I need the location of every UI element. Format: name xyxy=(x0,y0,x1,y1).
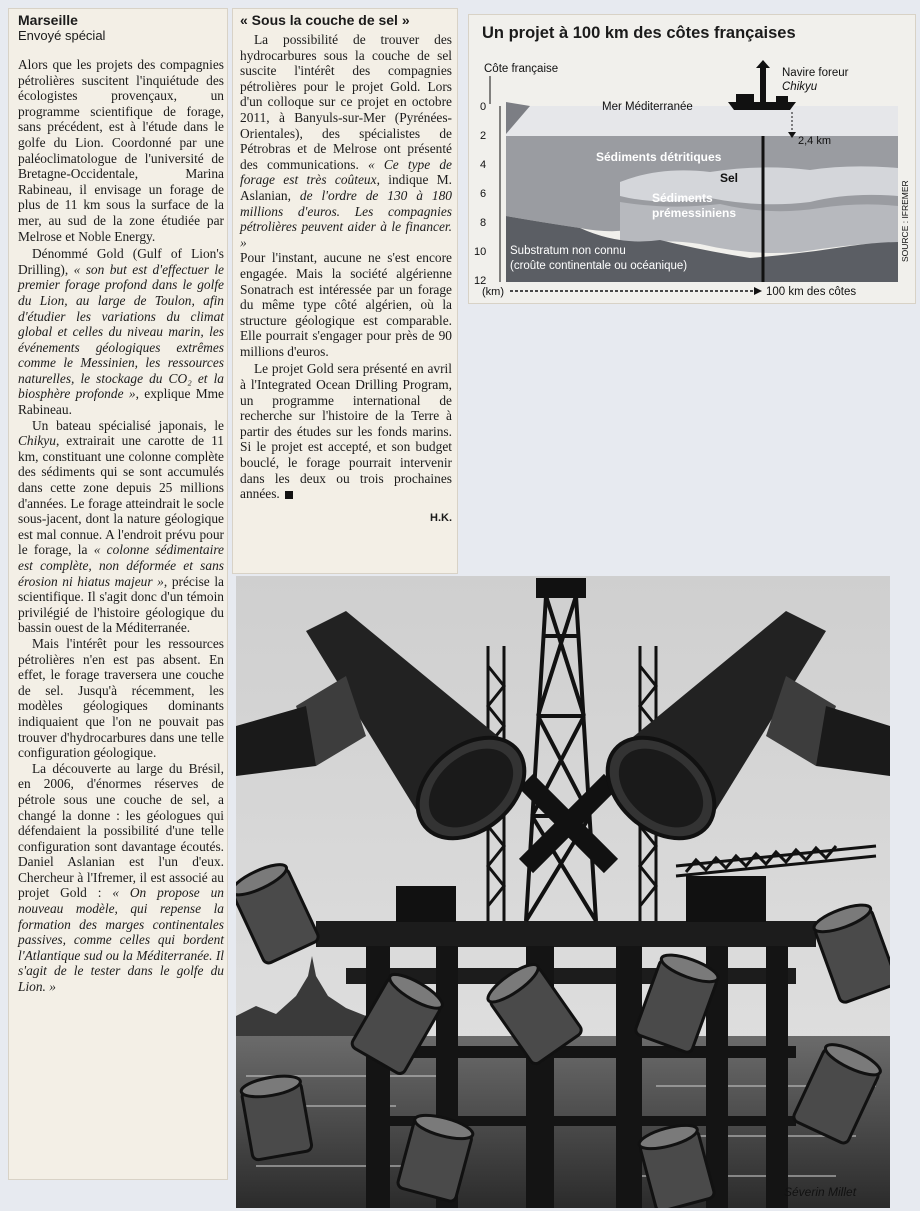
para-2-intro: Dénommé Gold (Gulf of Lion's Drilling), xyxy=(18,246,224,277)
distance-arrow-head xyxy=(754,287,762,295)
depth-axis-ticks xyxy=(474,101,486,287)
infographic-title: Un projet à 100 km des côtes françaises xyxy=(482,24,796,42)
ship-name: Chikyu xyxy=(18,433,56,449)
sea-area xyxy=(506,106,898,136)
substratum-label-1: Substratum non connu xyxy=(510,245,626,257)
author-signature: H.K. xyxy=(430,511,452,524)
article-paragraph-5 xyxy=(18,761,224,995)
layer-premessinian-label-1: Sédiments xyxy=(652,191,713,205)
para-2-attribution: , explique Mme Rabineau. xyxy=(18,386,225,418)
section-heading: « Sous la couche de sel » xyxy=(240,12,410,28)
colb-paragraph-2: Pour l'instant, aucune ne s'est encore engagée. Mais la société algérienne Sonatrach est intéressée par un forage du même type côté algérien, où la structure géologique est comparable. Elle pourrait s'engager pour près de 90 millions d'euros. xyxy=(240,250,452,359)
depth-tick-10: 10 xyxy=(474,246,487,258)
oil-rig-illustration xyxy=(236,576,890,1208)
ship-label: Navire foreur xyxy=(782,67,849,79)
geology-cross-section xyxy=(470,46,914,302)
para-3-end: , précise la scientifique. Il s'agit donc d'un témoin privilégié de l'histoire géologique du bassin ouest de la Méditerranée. xyxy=(18,573,225,636)
article-paragraph-4: Mais l'intérêt pour les ressources pétrolières n'en est pas absent. En effet, le forage traversera une couche de sel. Jusqu'à récemment, les modèles géologiques dominants indiquaient que l'on ne pouvait pas trouver d'hydrocarbures dans une telle configuration géologique. xyxy=(18,635,224,761)
depth-tick-0: 0 xyxy=(480,101,487,113)
source-credit: SOURCE : IFREMER xyxy=(900,180,910,262)
depth-tick-2: 2 xyxy=(480,130,487,142)
colb-p1-quote-a: « Ce type de forage est très coûteux xyxy=(240,156,452,188)
layer-premessinian-label-2: prémessiniens xyxy=(652,206,737,220)
depth-tick-4: 4 xyxy=(480,159,487,171)
depth-tick-8: 8 xyxy=(480,217,487,229)
para-3-quote: « colonne sédimentaire est complète, non déformée et sans érosion ni hiatus majeur » xyxy=(18,542,225,589)
colb-p3-text: Le projet Gold sera présenté en avril à l'Integrated Ocean Drilling Program, un programme international de recherche sur l'histoire de la Terre à partir des études sur les fonds marins. Si le projet est accepté, et son budget bouclé, le forage pourrait intervenir dans les deux ou trois prochaines années. xyxy=(240,361,452,502)
colb-p1-attribution: , indique M. Aslanian, xyxy=(240,172,452,203)
coast-label: Côte française xyxy=(484,63,559,75)
dateline-city: Marseille xyxy=(18,12,78,28)
layer-detrital-label: Sédiments détritiques xyxy=(596,150,722,164)
ship-name-label: Chikyu xyxy=(782,81,818,93)
distance-label: 100 km des côtes xyxy=(766,286,857,298)
byline: Envoyé spécial xyxy=(18,28,106,43)
article-paragraph-1: Alors que les projets des compagnies pétrolières suscitent l'inquiétude des écologistes provençaux, un programme scientifique de forage, sans précédent, est à l'étude dans le golfe du Lion. Coordonné par une paléoclimatologue de l'université de Bretagne-Occidentale, Marina Rabineau, il envisage un forage de plus de 11 km sous la surface de la mer, au sud de la zone étudiée par Melrose et Noble Energy. xyxy=(18,57,224,244)
para-3-start: Un bateau spécialisé japonais, le xyxy=(32,417,224,433)
illustrator-signature: Séverin Millet xyxy=(784,1185,857,1199)
depth-label: 2,4 km xyxy=(798,135,832,147)
colb-p1-quote-b: de l'ordre de 130 à 180 millions d'euros. Les compagnies pétrolières peuvent aider à le financer. » xyxy=(240,187,452,250)
para-5-quote: « On propose un nouveau modèle, qui repense la formation des marges continentales passives, comme celles qui bordent l'Atlantique sud ou la Méditerranée. Il s'agit de le tester dans le golfe du Lion. » xyxy=(18,885,224,995)
platform-crossbeam xyxy=(366,1046,796,1058)
unit-label: (km) xyxy=(482,286,504,298)
para-3-middle: , extrairait une carotte de 11 km, constituant une colonne complète des sédiments qui se sont accumulés dans cette zone depuis 25 millions d'années. Le forage atteindrait le socle sous-jacent, dont la nature géologique est mal connue. A l'endroit prévu pour le forage, la xyxy=(18,433,224,558)
column-a xyxy=(18,12,224,995)
end-mark-icon xyxy=(285,491,293,499)
para-5-text: La découverte au large du Brésil, en 2006, d'énormes réserves de pétrole sous une couche de sel, a changé la donne : les géologues qui défendaient la possibilité d'une telle configuration sont davantage écoutés. Daniel Aslanian est l'un d'eux. Chercheur à l'Ifremer, il est associé au projet Gold : xyxy=(18,760,224,901)
sea-label: Mer Méditerranée xyxy=(602,101,693,113)
colb-paragraph-3 xyxy=(240,361,452,501)
colb-p1-text: La possibilité de trouver des hydrocarbures sous la couche de sel suscite l'intérêt des compagnies pétrolières pour le projet Gold. Lors d'un colloque sur ce projet en octobre 2011, à Banyuls-sur-Mer (Pyrénées-Orientales), des spécialistes de Pétrobras et de Melrose ont présenté des communications. xyxy=(240,32,452,172)
depth-tick-12: 12 xyxy=(474,275,487,287)
article-paragraph-2 xyxy=(18,246,224,418)
colb-paragraph-1 xyxy=(240,32,452,250)
para-2-quote: « son but est d'effectuer le premier forage profond dans le golfe du Lion, au large de Toulon, afin d'étudier les variations du climat global et celles du niveau marin, les événements géologiques extrêmes comme le Messinien, les ressources naturelles, le stockage du CO₂ et la biosphère profonde » xyxy=(18,261,224,402)
platform-deck xyxy=(316,921,816,947)
substratum-label-2: (croûte continentale ou océanique) xyxy=(510,260,688,272)
illustration-frame xyxy=(236,576,890,1208)
depth-tick-6: 6 xyxy=(480,188,487,200)
deck-house-left xyxy=(396,886,456,922)
column-b xyxy=(240,12,452,524)
deck-house-right xyxy=(686,876,766,922)
layer-salt-label: Sel xyxy=(720,171,739,185)
article-paragraph-3 xyxy=(18,418,224,636)
